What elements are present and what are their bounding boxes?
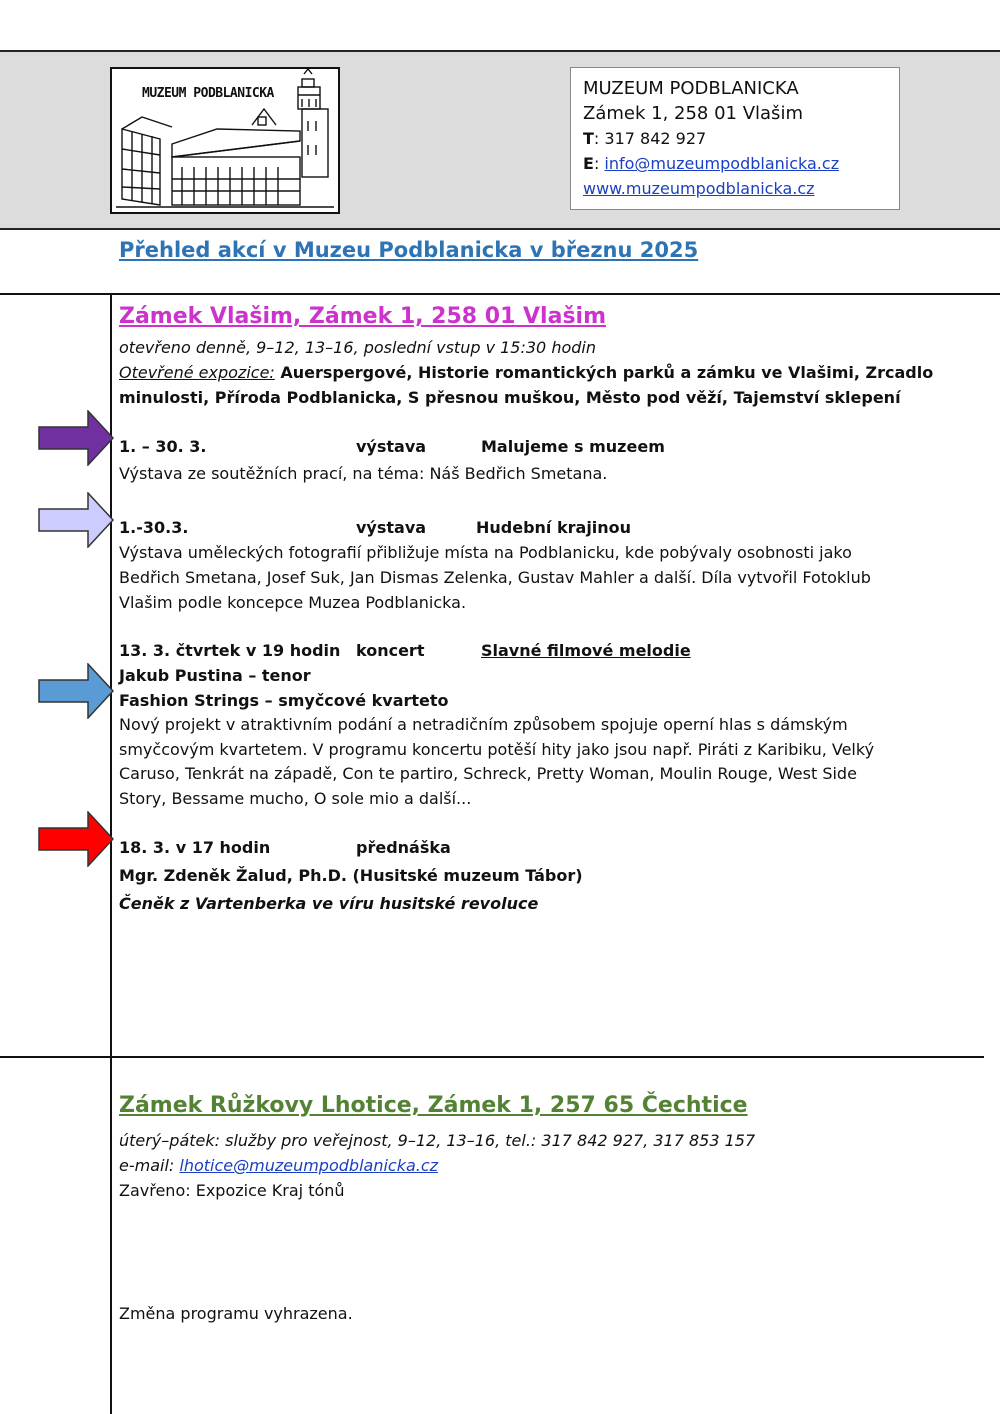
- event-1-date: 1. – 30. 3.: [119, 437, 207, 456]
- logo-text: MUZEUM PODBLANICKA: [142, 86, 274, 101]
- event-2-desc-2: Bedřich Smetana, Josef Suk, Jan Dismas Zelenka, Gustav Mahler a další. Díla vytvořil Fotoklub: [119, 568, 871, 587]
- arrow-event-3-shape: [39, 664, 113, 718]
- event-3-desc-4: Story, Bessame mucho, O sole mio a další...: [119, 789, 472, 808]
- arrow-event-4-icon: [38, 811, 114, 867]
- section-title-vlasim: Zámek Vlašim, Zámek 1, 258 01 Vlašim: [119, 304, 607, 329]
- contact-name: MUZEUM PODBLANICKA: [583, 78, 799, 99]
- phone-label: T: [583, 129, 594, 148]
- event-1-type: výstava: [356, 437, 427, 456]
- event-2-date: 1.-30.3.: [119, 518, 189, 537]
- arrow-event-2-shape: [39, 493, 113, 547]
- event-1-desc: Výstava ze soutěžních prací, na téma: Náš Bedřich Smetana.: [119, 464, 608, 483]
- event-2-desc-3: Vlašim podle koncepce Muzea Podblanicka.: [119, 593, 467, 612]
- lhotice-email-label: e-mail:: [119, 1156, 180, 1175]
- vlasim-expo-row: [119, 360, 933, 385]
- event-4-speaker: Mgr. Zdeněk Žalud, Ph.D. (Husitské muzeum Tábor): [119, 866, 583, 885]
- arrow-event-4-shape: [39, 812, 113, 866]
- footer-note: Změna programu vyhrazena.: [119, 1304, 353, 1323]
- event-2-desc-1: Výstava uměleckých fotografií přibližuje místa na Podblanicku, kde pobývaly osobnosti jako: [119, 543, 852, 562]
- lhotice-email-row: [119, 1153, 438, 1178]
- divider-top: [0, 293, 1000, 295]
- event-3-desc-2: smyčcovým kvartetem. V programu koncertu potěší hity jako jsou např. Piráti z Karibiku, Velký: [119, 740, 875, 759]
- arrow-event-1-icon: [38, 410, 114, 466]
- expo-list-2: minulosti, Příroda Podblanicka, S přesnou muškou, Město pod věží, Tajemství sklepení: [119, 388, 901, 407]
- event-3-performer-1: Jakub Pustina – tenor: [119, 666, 311, 685]
- event-1-name: Malujeme s muzeem: [481, 437, 665, 456]
- vlasim-hours: otevřeno denně, 9–12, 13–16, poslední vstup v 15:30 hodin: [119, 338, 596, 357]
- event-3-desc-1: Nový projekt v atraktivním podání a netradičním způsobem spojuje operní hlas s dámským: [119, 715, 848, 734]
- contact-web-link[interactable]: www.muzeumpodblanicka.cz: [583, 179, 815, 198]
- museum-logo: [110, 67, 340, 214]
- lhotice-email-link[interactable]: lhotice@muzeumpodblanicka.cz: [179, 1156, 439, 1175]
- email-label: E: [583, 154, 594, 173]
- page-title: Přehled akcí v Muzeu Podblanicka v březnu 2025: [119, 238, 699, 262]
- contact-phone: : 317 842 927: [593, 129, 707, 148]
- event-2-type: výstava: [356, 518, 427, 537]
- contact-address: Zámek 1, 258 01 Vlašim: [583, 103, 803, 124]
- event-2-name: Hudební krajinou: [476, 518, 632, 537]
- event-3-name: Slavné filmové melodie: [481, 641, 691, 660]
- event-3-type: koncert: [356, 641, 425, 660]
- arrow-event-2-icon: [38, 492, 114, 548]
- event-3-performer-2: Fashion Strings – smyčcové kvarteto: [119, 691, 449, 710]
- contact-phone-row: [583, 126, 887, 151]
- contact-box: [570, 67, 900, 210]
- section-title-lhotice: Zámek Růžkovy Lhotice, Zámek 1, 257 65 Čechtice: [119, 1093, 748, 1118]
- expo-label: Otevřené expozice:: [119, 363, 275, 382]
- arrow-event-1-shape: [39, 411, 113, 465]
- expo-list-1: Auerspergové, Historie romantických parků a zámku ve Vlašimi, Zrcadlo: [274, 363, 934, 382]
- contact-email-link[interactable]: info@muzeumpodblanicka.cz: [604, 154, 840, 173]
- event-3-date: 13. 3. čtvrtek v 19 hodin: [119, 641, 341, 660]
- lhotice-hours: úterý–pátek: služby pro veřejnost, 9–12, 13–16, tel.: 317 842 927, 317 853 157: [119, 1131, 756, 1150]
- arrow-event-3-icon: [38, 663, 114, 719]
- event-4-type: přednáška: [356, 838, 451, 857]
- lhotice-closed: Zavřeno: Expozice Kraj tónů: [119, 1181, 345, 1200]
- email-separator: :: [593, 154, 605, 173]
- contact-email-row: [583, 151, 887, 176]
- divider-sections: [0, 1056, 984, 1058]
- event-4-topic: Čeněk z Vartenberka ve víru husitské revoluce: [119, 894, 539, 913]
- contact-web-row: [583, 176, 887, 201]
- event-4-date: 18. 3. v 17 hodin: [119, 838, 271, 857]
- event-3-desc-3: Caruso, Tenkrát na západě, Con te partiro, Schreck, Pretty Woman, Moulin Rouge, West Side: [119, 764, 857, 783]
